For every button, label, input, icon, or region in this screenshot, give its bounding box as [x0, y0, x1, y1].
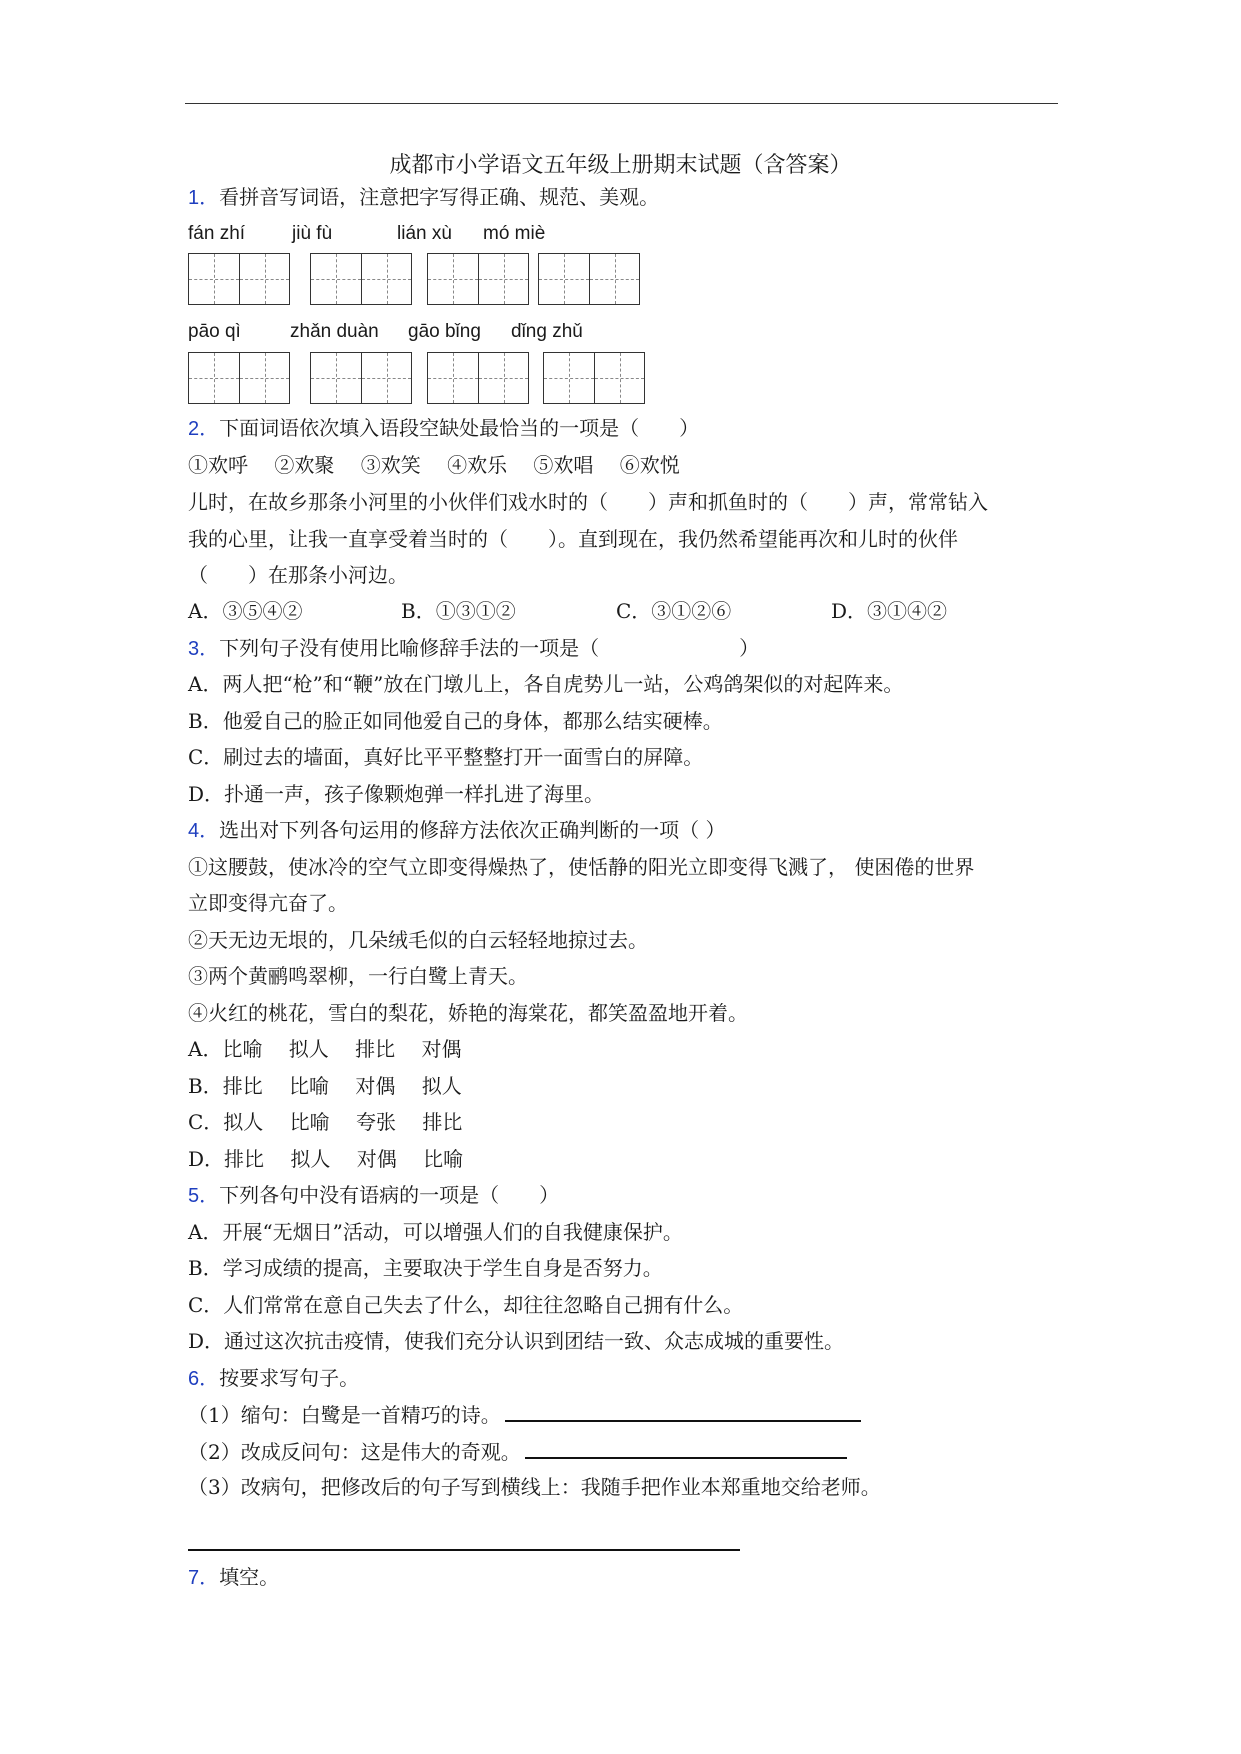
pinyin-label: zhǎn duàn [290, 321, 379, 342]
question-number: 3． [188, 638, 220, 660]
option-a[interactable]: A．比喻 拟人 排比 对偶 [188, 1037, 462, 1061]
pinyin-label: lián xù [397, 223, 452, 244]
writing-grid[interactable] [538, 253, 640, 305]
sub-question-3: （3）改病句，把修改后的句子写到横线上：我随手把作业本郑重地交给老师。 [188, 1475, 881, 1499]
option-d[interactable]: D．通过这次抗击疫情，使我们充分认识到团结一致、众志成城的重要性。 [188, 1329, 845, 1353]
option-b[interactable]: B．①③①② [401, 599, 516, 623]
writing-grid[interactable] [543, 352, 645, 404]
option-d[interactable]: D．排比 拟人 对偶 比喻 [188, 1147, 464, 1171]
question-number: 6． [188, 1368, 220, 1390]
option-d[interactable]: D．③①④② [831, 599, 948, 623]
pinyin-label: jiù fù [292, 223, 333, 244]
option-a[interactable]: A．两人把“枪”和“鞭”放在门墩儿上，各自虎势儿一站，公鸡鸽架似的对起阵来。 [188, 672, 904, 696]
sub-question-text: （1）缩句：白鹭是一首精巧的诗。 [188, 1403, 501, 1427]
question-7 [188, 1563, 279, 1592]
writing-grid[interactable] [310, 253, 412, 305]
writing-grid[interactable] [188, 253, 290, 305]
question-number: 7． [188, 1567, 220, 1589]
writing-grid[interactable] [310, 352, 412, 404]
answer-line[interactable] [525, 1437, 847, 1459]
option-a[interactable]: A．③⑤④② [188, 599, 303, 623]
word-list: ①欢呼 ②欢聚 ③欢笑 ④欢乐 ⑤欢唱 ⑥欢悦 [188, 453, 680, 477]
question-text: 填空。 [219, 1565, 280, 1589]
sentence-line: ②天无边无垠的，几朵绒毛似的白云轻轻地掠过去。 [188, 928, 648, 952]
pinyin-label: gāo bǐng [408, 321, 481, 342]
question-text: 下面词语依次填入语段空缺处最恰当的一项是（ ） [219, 416, 700, 440]
sentence-line: 立即变得亢奋了。 [188, 891, 348, 915]
option-c[interactable]: C．拟人 比喻 夸张 排比 [188, 1110, 463, 1134]
question-5 [188, 1181, 559, 1210]
paragraph-line: 我的心里，让我一直享受着当时的（ ）。直到现在，我仍然希望能再次和儿时的伙伴 [188, 527, 958, 551]
page-title: 成都市小学语文五年级上册期末试题（含答案） [389, 153, 852, 178]
option-a[interactable]: A．开展“无烟日”活动，可以增强人们的自我健康保护。 [188, 1220, 683, 1244]
option-c[interactable]: C．人们常常在意自己失去了什么，却往往忽略自己拥有什么。 [188, 1293, 744, 1317]
sub-question-2 [188, 1437, 847, 1466]
question-number: 5． [188, 1185, 220, 1207]
paragraph-line: （ ）在那条小河边。 [188, 563, 408, 587]
option-b[interactable]: B．排比 比喻 对偶 拟人 [188, 1074, 462, 1098]
sentence-line: ③两个黄鹂鸣翠柳，一行白鹭上青天。 [188, 964, 528, 988]
question-3 [188, 634, 759, 663]
pinyin-label: mó miè [483, 223, 546, 244]
pinyin-label: dǐng zhǔ [511, 321, 583, 342]
question-2 [188, 414, 699, 443]
question-6 [188, 1364, 359, 1393]
option-b[interactable]: B．他爱自己的脸正如同他爱自己的身体，都那么结实硬棒。 [188, 709, 723, 733]
writing-grid[interactable] [427, 352, 529, 404]
question-text: 下列各句中没有语病的一项是（ ） [219, 1183, 560, 1207]
question-text: 下列句子没有使用比喻修辞手法的一项是（ ） [219, 636, 760, 660]
option-c[interactable]: C．③①②⑥ [616, 599, 732, 623]
question-text: 按要求写句子。 [219, 1366, 360, 1390]
question-4 [188, 816, 725, 845]
pinyin-label: fán zhí [188, 223, 246, 244]
option-b[interactable]: B．学习成绩的提高，主要取决于学生自身是否努力。 [188, 1256, 663, 1280]
question-number: 1． [188, 187, 220, 209]
sub-question-text: （2）改成反问句：这是伟大的奇观。 [188, 1440, 521, 1464]
option-c[interactable]: C．刷过去的墙面，真好比平平整整打开一面雪白的屏障。 [188, 745, 704, 769]
paragraph-line: 儿时，在故乡那条小河里的小伙伴们戏水时的（ ）声和抓鱼时的（ ）声，常常钻入 [188, 490, 988, 514]
question-number: 4． [188, 820, 220, 842]
question-text: 看拼音写词语，注意把字写得正确、规范、美观。 [219, 185, 660, 209]
sentence-line: ④火红的桃花，雪白的梨花，娇艳的海棠花，都笑盈盈地开着。 [188, 1001, 748, 1025]
option-d[interactable]: D．扑通一声，孩子像颗炮弹一样扎进了海里。 [188, 782, 605, 806]
pinyin-label: pāo qì [188, 321, 241, 342]
answer-line[interactable] [188, 1549, 740, 1551]
sentence-line: ①这腰鼓，使冰冷的空气立即变得燥热了，使恬静的阳光立即变得飞溅了， 使困倦的世界 [188, 855, 975, 879]
header-rule [185, 103, 1058, 104]
writing-grid[interactable] [427, 253, 529, 305]
writing-grid[interactable] [188, 352, 290, 404]
question-number: 2． [188, 418, 220, 440]
question-1 [188, 183, 659, 212]
answer-line[interactable] [505, 1400, 861, 1422]
sub-question-1 [188, 1400, 861, 1429]
question-text: 选出对下列各句运用的修辞方法依次正确判断的一项（ ） [219, 818, 726, 842]
